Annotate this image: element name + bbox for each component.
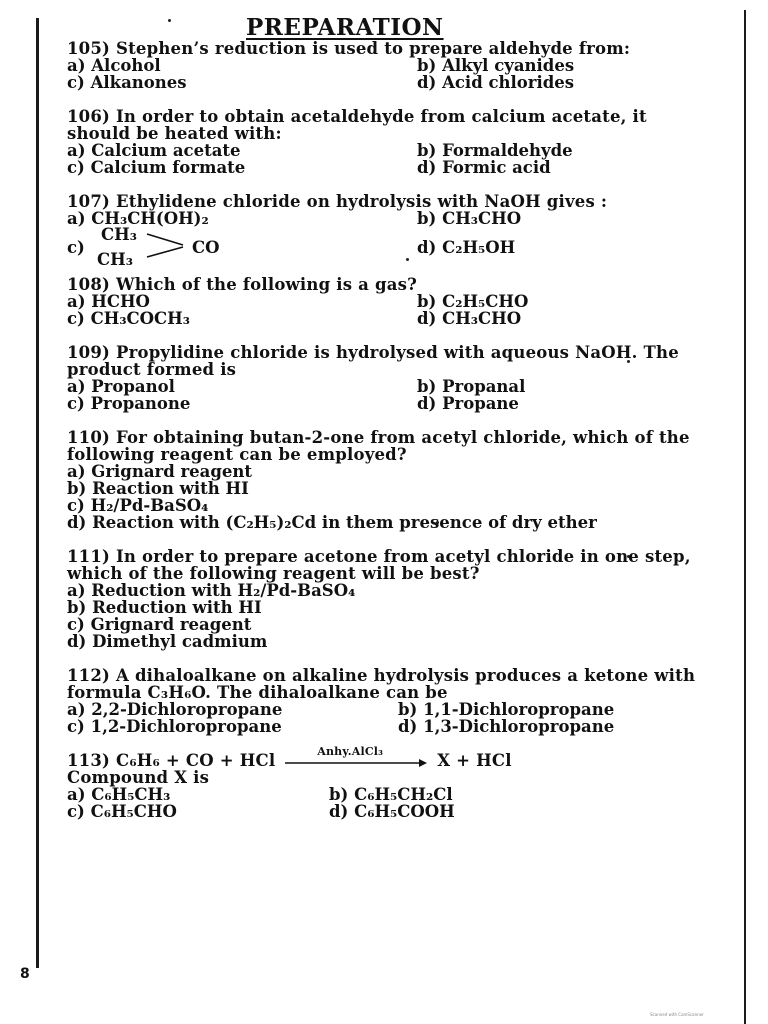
option-b: b) Reduction with HI [67,598,262,617]
question-text: 110) For obtaining butan-2-one from acetyl chloride, which of the following reagent can be employed? [67,428,690,464]
option-a: a) HCHO [67,292,150,311]
reaction-arrow [281,745,431,769]
options-grid [67,57,697,91]
question-text: 107) Ethylidene chloride on hydrolysis with NaOH gives : [67,192,608,211]
question-text: Compound X is [67,768,210,787]
option-b: b) Reaction with HI [67,479,249,498]
options-grid [67,293,697,327]
option-b: b) CH₃CHO [417,209,522,228]
methyl-bottom: CH₃ [97,250,133,269]
options-grid [67,210,697,227]
question-111 [67,548,697,650]
options-list [67,582,697,650]
options-grid [67,142,697,176]
option-d: d) Acid chlorides [417,73,575,92]
option-d: d) 1,3-Dichloropropane [398,717,615,736]
options-grid [67,378,697,412]
option-c: c) CH₃COCH₃ [67,309,191,328]
option-d: d) Dimethyl cadmium [67,632,268,651]
option-c: c) Propanone [67,394,191,413]
option-d: d) CH₃CHO [417,309,522,328]
question-text: 109) Propylidine chloride is hydrolysed with aqueous NaOH. The product formed is [67,343,679,379]
question-text: 108) Which of the following is a gas? [67,275,418,294]
question-105 [67,40,697,91]
bond-lines [145,231,185,259]
option-a: a) C₆H₅CH₃ [67,785,171,804]
right-arrow-icon [281,758,431,768]
question-text: 105) Stephen’s reduction is used to prepare aldehyde from: [67,39,631,58]
option-b: b) C₂H₅CHO [417,292,529,311]
carbonyl-group: CO [192,238,220,257]
option-c: c) Calcium formate [67,158,246,177]
arrow-catalyst-label: Anhy.AlCl₃ [317,745,384,758]
methyl-top: CH₃ [101,225,137,244]
page-number: 8 [20,966,30,982]
option-a: a) CH₃CH(OH)₂ [67,209,209,228]
scan-speck [168,19,171,22]
option-d: d) Reaction with (C₂H₅)₂Cd in them presence of dry ether [67,513,597,532]
option-b: b) Propanal [417,377,526,396]
option-d: d) Propane [417,394,519,413]
option-c: c) 1,2-Dichloropropane [67,717,282,736]
left-margin-rule [36,18,39,968]
option-a: a) 2,2-Dichloropropane [67,700,283,719]
option-d: d) C₂H₅OH [417,238,516,257]
option-a: a) Propanol [67,377,175,396]
option-c-structure [67,227,697,267]
option-a: a) Calcium acetate [67,141,241,160]
option-c: c) Grignard reagent [67,615,252,634]
option-a: a) Reduction with H₂/Pd-BaSO₄ [67,581,356,600]
option-a: a) Alcohol [67,56,161,75]
page-title: PREPARATION [246,14,444,41]
option-c: c) C₆H₅CHO [67,802,177,821]
question-text: 106) In order to obtain acetaldehyde from calcium acetate, it should be heated with: [67,107,647,143]
option-d: d) Formic acid [417,158,551,177]
option-c: c) Alkanones [67,73,187,92]
question-text: 111) In order to prepare acetone from acetyl chloride in one step, which of the following reagent will be best? [67,547,691,583]
question-109 [67,344,697,412]
reaction-reactants: 113) C₆H₆ + CO + HCl [67,751,276,770]
question-107 [67,193,697,267]
reaction-products: X + HCl [437,751,512,770]
question-110 [67,429,697,531]
scanner-footer: Scanned with CamScanner [650,1012,704,1017]
right-margin-rule [744,10,746,1024]
options-grid [67,701,697,735]
option-b: b) 1,1-Dichloropropane [398,700,615,719]
option-b: b) Formaldehyde [417,141,573,160]
option-c-label: c) [67,238,85,257]
reaction-equation [67,745,697,770]
option-b: b) Alkyl cyanides [417,56,575,75]
question-113 [67,745,697,821]
option-a: a) Grignard reagent [67,462,253,481]
option-b: b) C₆H₅CH₂Cl [329,785,453,804]
question-list [67,40,697,820]
question-112 [67,667,697,735]
options-grid [67,786,697,820]
question-108 [67,276,697,327]
options-list [67,463,697,531]
option-c: c) H₂/Pd-BaSO₄ [67,496,209,515]
option-d: d) C₆H₅COOH [329,802,455,821]
question-106 [67,108,697,176]
question-text: 112) A dihaloalkane on alkaline hydrolysis produces a ketone with formula C₃H₆O. The dihaloalkane can be [67,666,696,702]
